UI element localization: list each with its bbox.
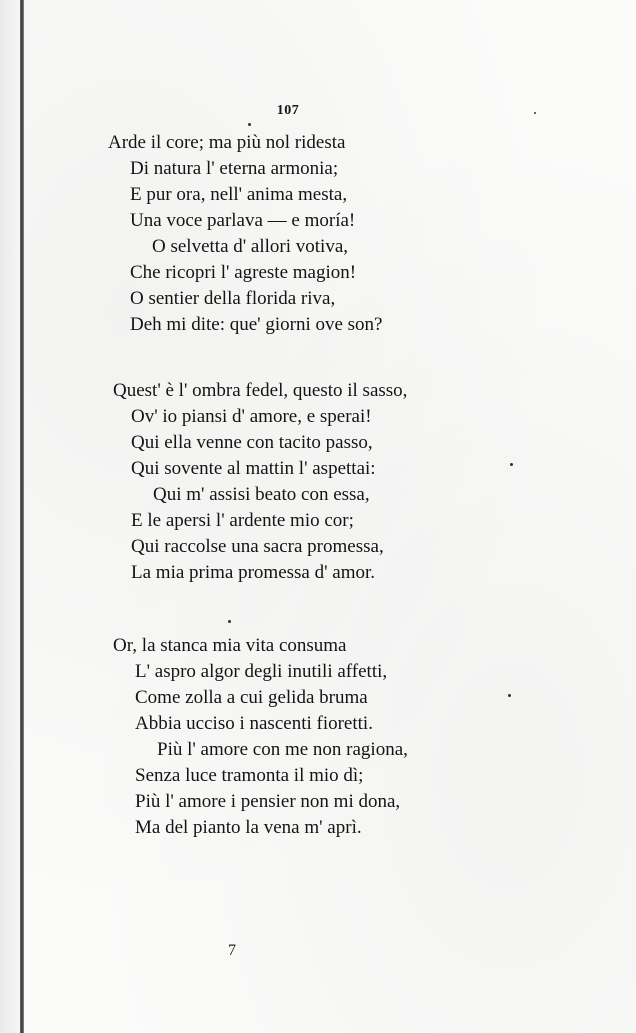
poem-line: E le apersi l' ardente mio cor; <box>131 510 354 531</box>
page-number: 107 <box>276 103 300 118</box>
poem-line: Più l' amore i pensier non mi dona, <box>135 791 401 812</box>
poem-line: Senza luce tramonta il mio dì; <box>135 765 364 786</box>
ink-speck <box>510 463 513 466</box>
ink-speck <box>534 112 536 114</box>
poem-line: Una voce parlava — e moría! <box>130 210 356 231</box>
poem-line: La mia prima promessa d' amor. <box>131 562 376 583</box>
page-mark: 7 <box>228 942 236 959</box>
poem-line: Qui ella venne con tacito passo, <box>131 432 373 453</box>
poem-line: E pur ora, nell' anima mesta, <box>130 184 348 205</box>
poem-line: Qui raccolse una sacra promessa, <box>131 536 384 557</box>
poem-line: Come zolla a cui gelida bruma <box>135 687 368 708</box>
poem-line: O selvetta d' allori votiva, <box>152 236 349 257</box>
poem-line: Ov' io piansi d' amore, e sperai! <box>131 406 372 427</box>
poem-line: Qui sovente al mattin l' aspettai: <box>131 458 376 479</box>
poem-line: Qui m' assisi beato con essa, <box>153 484 370 505</box>
poem-line: Quest' è l' ombra fedel, questo il sasso, <box>113 380 408 401</box>
binding-shadow <box>0 0 20 1033</box>
poem-line: Di natura l' eterna armonia; <box>130 158 339 179</box>
poem-line: Che ricopri l' agreste magion! <box>130 262 357 283</box>
poem-line: L' aspro algor degli inutili affetti, <box>135 661 388 682</box>
poem-line: Ma del pianto la vena m' aprì. <box>135 817 362 838</box>
poem-line: Or, la stanca mia vita consuma <box>113 635 347 656</box>
ink-speck <box>248 123 251 126</box>
poem-line: Abbia ucciso i nascenti fioretti. <box>135 713 373 734</box>
poem-line: Deh mi dite: que' giorni ove son? <box>130 314 383 335</box>
poem-line: Arde il core; ma più nol ridesta <box>108 132 346 153</box>
binding-edge <box>20 0 24 1033</box>
ink-speck <box>228 620 231 623</box>
ink-speck <box>508 694 511 697</box>
poem-line: O sentier della florida riva, <box>130 288 336 309</box>
poem-line: Più l' amore con me non ragiona, <box>157 739 408 760</box>
